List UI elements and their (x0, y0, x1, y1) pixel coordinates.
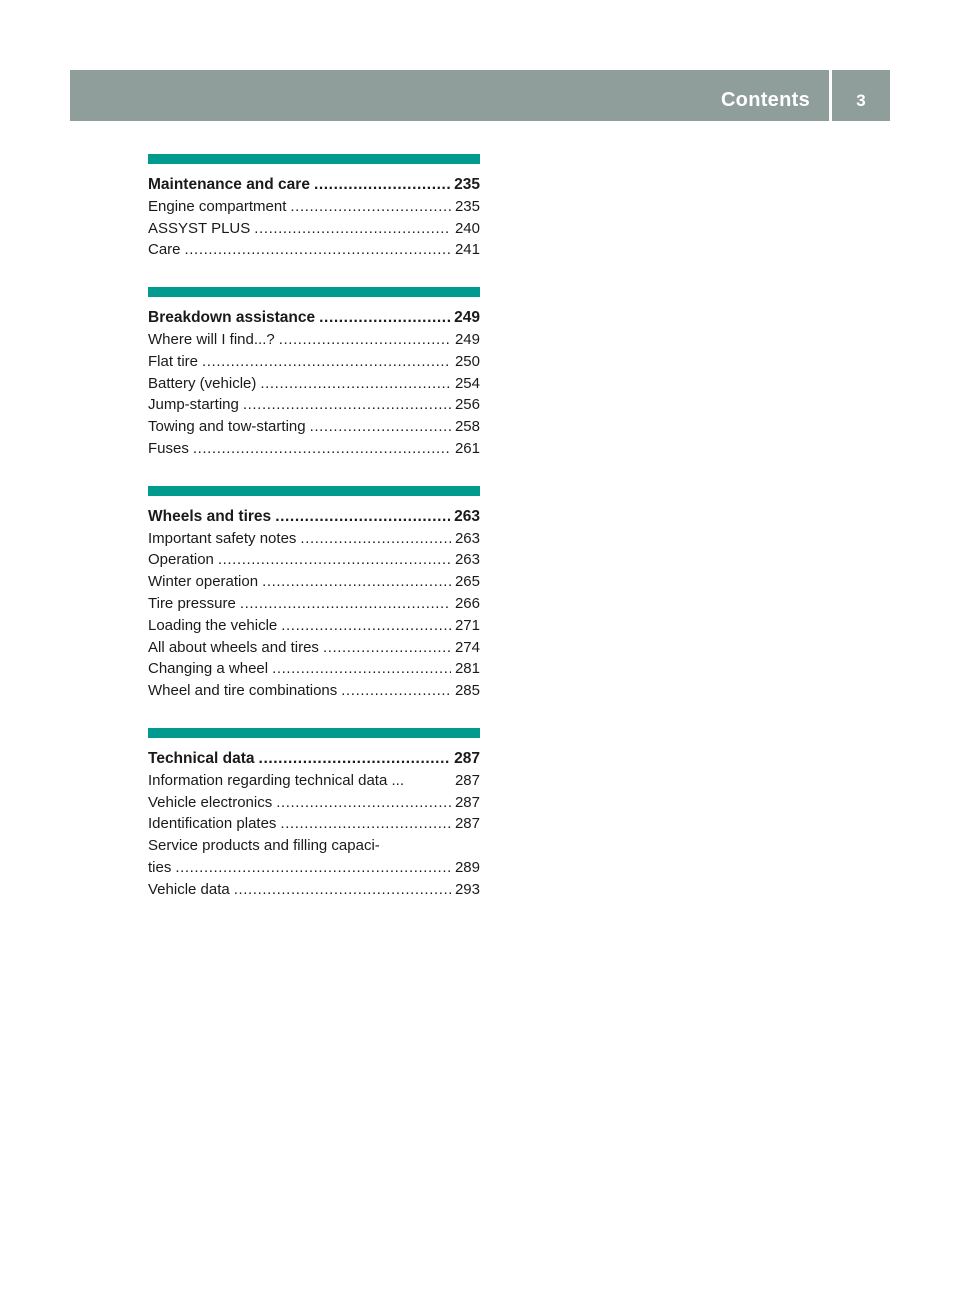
section-heading-label: Breakdown assistance (148, 309, 316, 327)
toc-entry[interactable] (148, 239, 480, 261)
table-of-contents (148, 154, 480, 927)
toc-entry-page: 266 (454, 594, 480, 612)
section-bar (148, 728, 480, 738)
leader-dots (202, 351, 451, 373)
toc-entry-label: Important safety notes (148, 529, 297, 547)
leader-dots (276, 792, 451, 814)
leader-dots (234, 879, 451, 901)
toc-entry[interactable] (148, 394, 480, 416)
section-heading-page: 263 (454, 507, 480, 525)
toc-entry-label: Care (148, 241, 181, 259)
section-heading-label: Maintenance and care (148, 176, 310, 193)
section-heading[interactable] (148, 748, 480, 770)
leader-dots (310, 416, 451, 438)
toc-entry-label: ASSYST PLUS (148, 219, 251, 237)
toc-entry-label: Towing and tow-starting (148, 418, 306, 436)
toc-section-wheels (148, 486, 480, 702)
toc-entry-label: Wheel and tire combinations (148, 682, 338, 700)
leader-dots (280, 813, 451, 835)
section-bar (148, 287, 480, 297)
section-heading-label: Technical data (148, 749, 255, 767)
toc-entry[interactable] (148, 658, 480, 680)
toc-entry-page: 258 (454, 418, 480, 436)
toc-entry-page: 263 (454, 529, 480, 547)
toc-entry-label: Battery (vehicle) (148, 374, 257, 392)
leader-dots (260, 373, 451, 395)
toc-entry[interactable] (148, 680, 480, 702)
toc-section-maintenance (148, 154, 480, 261)
toc-entry[interactable] (148, 571, 480, 593)
header-title: Contents (720, 89, 810, 111)
page-header (70, 70, 890, 121)
leader-dots (185, 239, 451, 261)
toc-entry[interactable] (148, 549, 480, 571)
leader-dots (300, 528, 451, 550)
toc-entry-page: 256 (454, 396, 480, 414)
toc-entry-page: 250 (454, 352, 480, 370)
toc-entry[interactable] (148, 770, 480, 792)
toc-entry-page: 254 (454, 374, 480, 392)
leader-dots (193, 438, 451, 460)
toc-entry-label: Changing a wheel (148, 660, 269, 678)
toc-entry-page: 274 (454, 638, 480, 656)
toc-entry[interactable] (148, 792, 480, 814)
toc-entry[interactable] (148, 813, 480, 835)
toc-entry-page: 285 (454, 682, 480, 700)
toc-entry-page: 240 (454, 219, 480, 237)
toc-section-breakdown (148, 287, 480, 460)
leader-dots (240, 593, 451, 615)
toc-entry[interactable] (148, 593, 480, 615)
toc-section-technical (148, 728, 480, 901)
section-heading[interactable] (148, 174, 480, 196)
toc-entry-label: Fuses (148, 439, 189, 457)
leader-dots (259, 748, 451, 770)
toc-entry[interactable] (148, 218, 480, 240)
toc-entry-label: Loading the vehicle (148, 616, 278, 634)
toc-entry[interactable] (148, 373, 480, 395)
toc-entry-label: ties (148, 858, 172, 876)
page-number: 3 (856, 91, 866, 110)
section-heading[interactable] (148, 506, 480, 528)
toc-entry-page: 265 (454, 573, 480, 591)
toc-entry[interactable] (148, 329, 480, 351)
leader-dots (341, 680, 451, 702)
leader-dots (272, 658, 451, 680)
toc-entry-label: Information regarding technical data ... (148, 771, 404, 789)
leader-dots (275, 506, 450, 528)
toc-entry-label: Tire pressure (148, 594, 236, 612)
toc-entry[interactable] (148, 835, 480, 857)
leader-dots (175, 857, 451, 879)
toc-entry-page: 287 (454, 771, 480, 789)
leader-dots (218, 549, 451, 571)
section-heading-page: 287 (454, 749, 480, 767)
toc-entry[interactable] (148, 857, 480, 879)
leader-dots (323, 637, 451, 659)
toc-entry-page: 271 (454, 616, 480, 634)
toc-entry-page: 235 (454, 197, 480, 215)
toc-entry-label: All about wheels and tires (148, 638, 319, 656)
leader-dots (281, 615, 451, 637)
toc-entry-label: Engine compartment (148, 197, 287, 215)
toc-entry[interactable] (148, 637, 480, 659)
toc-entry[interactable] (148, 528, 480, 550)
section-heading-page: 249 (454, 309, 480, 327)
toc-entry-label: Operation (148, 551, 214, 569)
toc-entry[interactable] (148, 879, 480, 901)
leader-dots (254, 218, 451, 240)
toc-entry[interactable] (148, 416, 480, 438)
toc-entry-page: 289 (454, 858, 480, 876)
toc-entry[interactable] (148, 438, 480, 460)
section-heading[interactable] (148, 307, 480, 329)
section-bar (148, 154, 480, 164)
leader-dots (319, 307, 450, 329)
toc-entry-label: Service products and filling capaci- (148, 837, 380, 855)
toc-entry-page: 261 (454, 439, 480, 457)
toc-entry-page: 241 (454, 241, 480, 259)
toc-entry-label: Where will I find...? (148, 330, 275, 348)
toc-entry-page: 293 (454, 880, 480, 898)
section-heading-page: 235 (454, 176, 480, 193)
toc-entry-label: Winter operation (148, 573, 259, 591)
section-heading-label: Wheels and tires (148, 507, 272, 525)
toc-entry-label: Jump-starting (148, 396, 239, 414)
toc-entry-page: 281 (454, 660, 480, 678)
toc-entry-label: Vehicle data (148, 880, 230, 898)
toc-entry-page: 287 (454, 793, 480, 811)
toc-entry-page: 263 (454, 551, 480, 569)
toc-entry[interactable] (148, 615, 480, 637)
leader-dots (243, 394, 451, 416)
toc-entry[interactable] (148, 196, 480, 218)
toc-entry-label: Flat tire (148, 352, 199, 370)
section-bar (148, 486, 480, 496)
toc-entry[interactable] (148, 351, 480, 373)
toc-entry-label: Vehicle electronics (148, 793, 273, 811)
leader-dots (290, 196, 451, 218)
toc-entry-page: 287 (454, 815, 480, 833)
leader-dots (279, 329, 451, 351)
toc-entry-page: 249 (454, 330, 480, 348)
leader-dots (262, 571, 451, 593)
toc-entry-label: Identification plates (148, 815, 277, 833)
leader-dots (314, 174, 450, 196)
